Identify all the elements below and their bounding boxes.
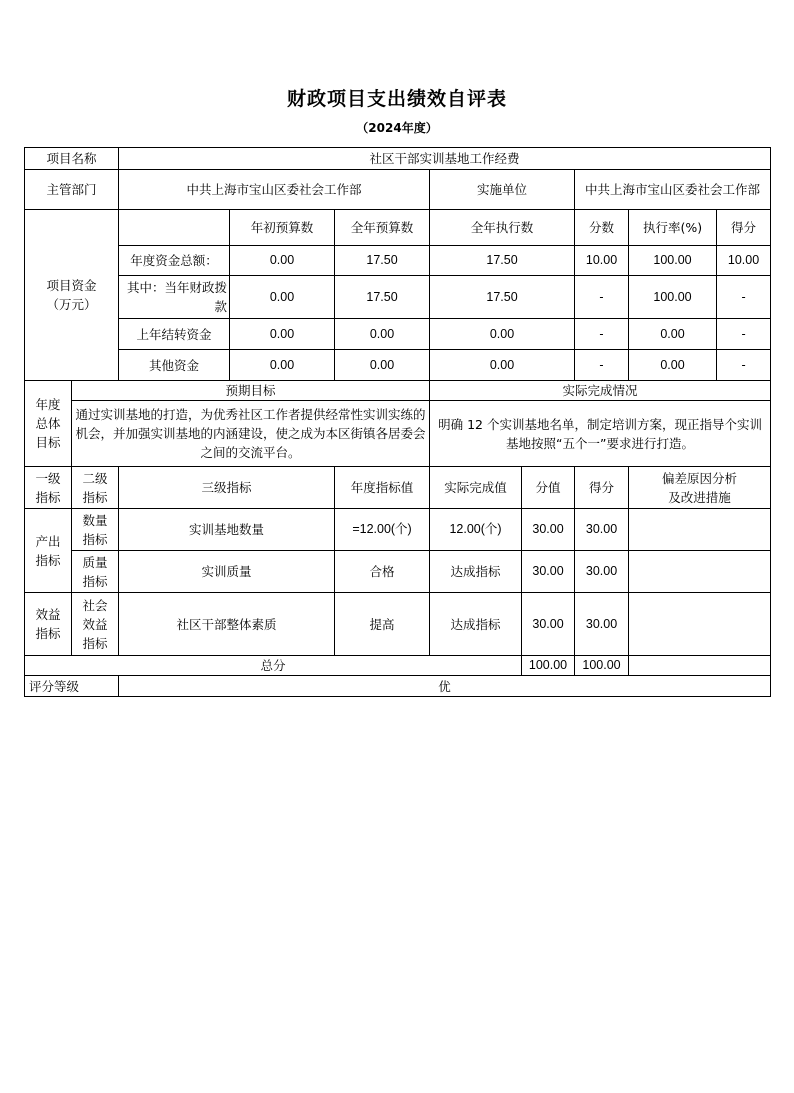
fund-row-label: 其他资金: [119, 350, 230, 381]
col-score: 分数: [575, 210, 629, 246]
fund-got: 10.00: [717, 246, 771, 276]
table-row: [25, 350, 771, 381]
col-annual-executed: 全年执行数: [430, 210, 575, 246]
fund-executed: 17.50: [430, 246, 575, 276]
table-row: [25, 276, 771, 319]
project-name: 社区干部实训基地工作经费: [119, 148, 771, 170]
indicator-score: 30.00: [575, 509, 629, 551]
fund-score: -: [575, 319, 629, 350]
expected-goal-text: 通过实训基地的打造，为优秀社区工作者提供经常性实训实练的机会，并加强实训基地的内涵建设，使之成为本区街镇各居委会之间的交流平台。: [72, 401, 430, 467]
header-score: 得分: [575, 467, 629, 509]
fund-score: 10.00: [575, 246, 629, 276]
total-score: 100.00: [575, 656, 629, 676]
indicator-actual: 达成指标: [430, 551, 522, 593]
header-l3: 三级指标: [119, 467, 335, 509]
fund-executed: 0.00: [430, 319, 575, 350]
indicator-deviation: [629, 593, 771, 656]
funds-header-blank: [119, 210, 230, 246]
fund-executed: 17.50: [430, 276, 575, 319]
header-actual: 实际完成值: [430, 467, 522, 509]
fund-initial: 0.00: [230, 319, 335, 350]
indicator-score: 30.00: [575, 551, 629, 593]
fund-initial: 0.00: [230, 276, 335, 319]
indicator-l2: 质量指标: [72, 551, 119, 593]
indicator-deviation: [629, 551, 771, 593]
grade-value: 优: [119, 676, 771, 697]
table-row: [25, 593, 771, 656]
total-weight: 100.00: [522, 656, 575, 676]
table-row: [25, 551, 771, 593]
fund-initial: 0.00: [230, 246, 335, 276]
fund-got: -: [717, 350, 771, 381]
indicator-actual: 12.00(个): [430, 509, 522, 551]
table-row: [25, 509, 771, 551]
dept-label: 主管部门: [25, 170, 119, 210]
fund-annual: 17.50: [335, 276, 430, 319]
grade-label: 评分等级: [25, 676, 119, 697]
fund-rate: 0.00: [629, 319, 717, 350]
impl-value: 中共上海市宝山区委社会工作部: [575, 170, 771, 210]
fund-row-label: 年度资金总额：: [119, 246, 230, 276]
indicator-weight: 30.00: [522, 551, 575, 593]
fund-rate: 100.00: [629, 246, 717, 276]
indicator-l3: 实训基地数量: [119, 509, 335, 551]
evaluation-table: [24, 147, 771, 697]
table-row: [25, 246, 771, 276]
header-target: 年度指标值: [335, 467, 430, 509]
total-label: 总分: [25, 656, 522, 676]
output-indicator-label: 产出指标: [25, 509, 72, 593]
fund-executed: 0.00: [430, 350, 575, 381]
indicator-deviation: [629, 509, 771, 551]
indicator-l2: 社会效益指标: [72, 593, 119, 656]
page-title: 财政项目支出绩效自评表: [286, 88, 507, 110]
fund-score: -: [575, 350, 629, 381]
indicator-target: 提高: [335, 593, 430, 656]
actual-result-text: 明确 12 个实训基地名单，制定培训方案，现正指导个实训基地按照“五个一”要求进行打造。: [430, 401, 771, 467]
fund-rate: 100.00: [629, 276, 717, 319]
funds-label: 项目资金 （万元）: [25, 210, 119, 381]
header-deviation: 偏差原因分析 及改进措施: [629, 467, 771, 509]
fiscal-year: （2024年度）: [356, 121, 438, 135]
fund-score: -: [575, 276, 629, 319]
indicator-l3: 实训质量: [119, 551, 335, 593]
indicator-weight: 30.00: [522, 593, 575, 656]
dept-value: 中共上海市宝山区委社会工作部: [119, 170, 430, 210]
indicator-l3: 社区干部整体素质: [119, 593, 335, 656]
project-name-label: 项目名称: [25, 148, 119, 170]
fund-got: -: [717, 276, 771, 319]
goals-label: 年度总体目标: [25, 381, 72, 467]
fund-got: -: [717, 319, 771, 350]
fund-annual: 0.00: [335, 350, 430, 381]
indicator-score: 30.00: [575, 593, 629, 656]
indicator-target: 合格: [335, 551, 430, 593]
header-l2: 二级指标: [72, 467, 119, 509]
fund-initial: 0.00: [230, 350, 335, 381]
fund-annual: 0.00: [335, 319, 430, 350]
fund-rate: 0.00: [629, 350, 717, 381]
col-initial-budget: 年初预算数: [230, 210, 335, 246]
col-annual-budget: 全年预算数: [335, 210, 430, 246]
indicator-weight: 30.00: [522, 509, 575, 551]
indicator-l2: 数量指标: [72, 509, 119, 551]
indicator-actual: 达成指标: [430, 593, 522, 656]
table-row: [25, 319, 771, 350]
indicator-target: =12.00(个): [335, 509, 430, 551]
total-deviation-blank: [629, 656, 771, 676]
header-l1: 一级指标: [25, 467, 72, 509]
header-weight: 分值: [522, 467, 575, 509]
actual-result-label: 实际完成情况: [430, 381, 771, 401]
expected-goal-label: 预期目标: [72, 381, 430, 401]
fund-row-label: 其中：当年财政拨款: [119, 276, 230, 319]
col-exec-rate: 执行率(%): [629, 210, 717, 246]
impl-label: 实施单位: [430, 170, 575, 210]
benefit-indicator-label: 效益指标: [25, 593, 72, 656]
col-got: 得分: [717, 210, 771, 246]
fund-annual: 17.50: [335, 246, 430, 276]
fund-row-label: 上年结转资金: [119, 319, 230, 350]
